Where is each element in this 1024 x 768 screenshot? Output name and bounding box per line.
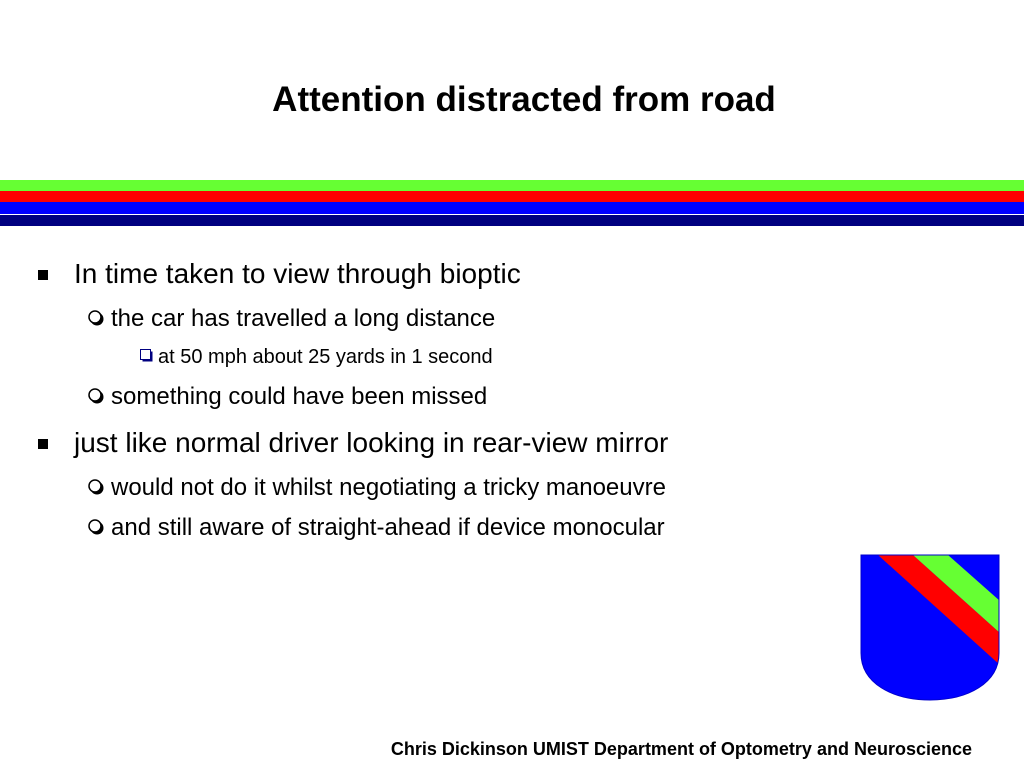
- slide-title: Attention distracted from road: [272, 80, 776, 119]
- bullet-item: [88, 383, 487, 411]
- hollow-square-bullet-icon: [140, 349, 153, 362]
- bullet-item: [88, 514, 665, 542]
- filled-square-bullet-icon: [38, 270, 48, 280]
- bullet-text: the car has travelled a long distance: [111, 305, 496, 332]
- bullet-item: [38, 427, 668, 459]
- shadowed-circle-bullet-icon: [88, 479, 104, 495]
- bullet-item: [38, 258, 521, 290]
- bullet-text: just like normal driver looking in rear-view mirror: [74, 427, 669, 458]
- bullet-item: [88, 474, 666, 502]
- shadowed-circle-bullet-icon: [88, 519, 104, 535]
- shadowed-circle-bullet-icon: [88, 310, 104, 326]
- bullet-text: would not do it whilst negotiating a tricky manoeuvre: [111, 474, 666, 501]
- bullet-item: [140, 345, 493, 369]
- bullet-text: and still aware of straight-ahead if device monocular: [111, 514, 665, 541]
- bullet-text: something could have been missed: [111, 383, 488, 410]
- bullet-text: at 50 mph about 25 yards in 1 second: [158, 346, 493, 368]
- bullet-item: [88, 305, 495, 333]
- shield-logo: [858, 553, 1000, 701]
- shadowed-circle-bullet-icon: [88, 388, 104, 404]
- bullet-text: In time taken to view through bioptic: [74, 258, 521, 289]
- slide-footer: Chris Dickinson UMIST Department of Optometry and Neuroscience: [390, 739, 972, 759]
- filled-square-bullet-icon: [38, 439, 48, 449]
